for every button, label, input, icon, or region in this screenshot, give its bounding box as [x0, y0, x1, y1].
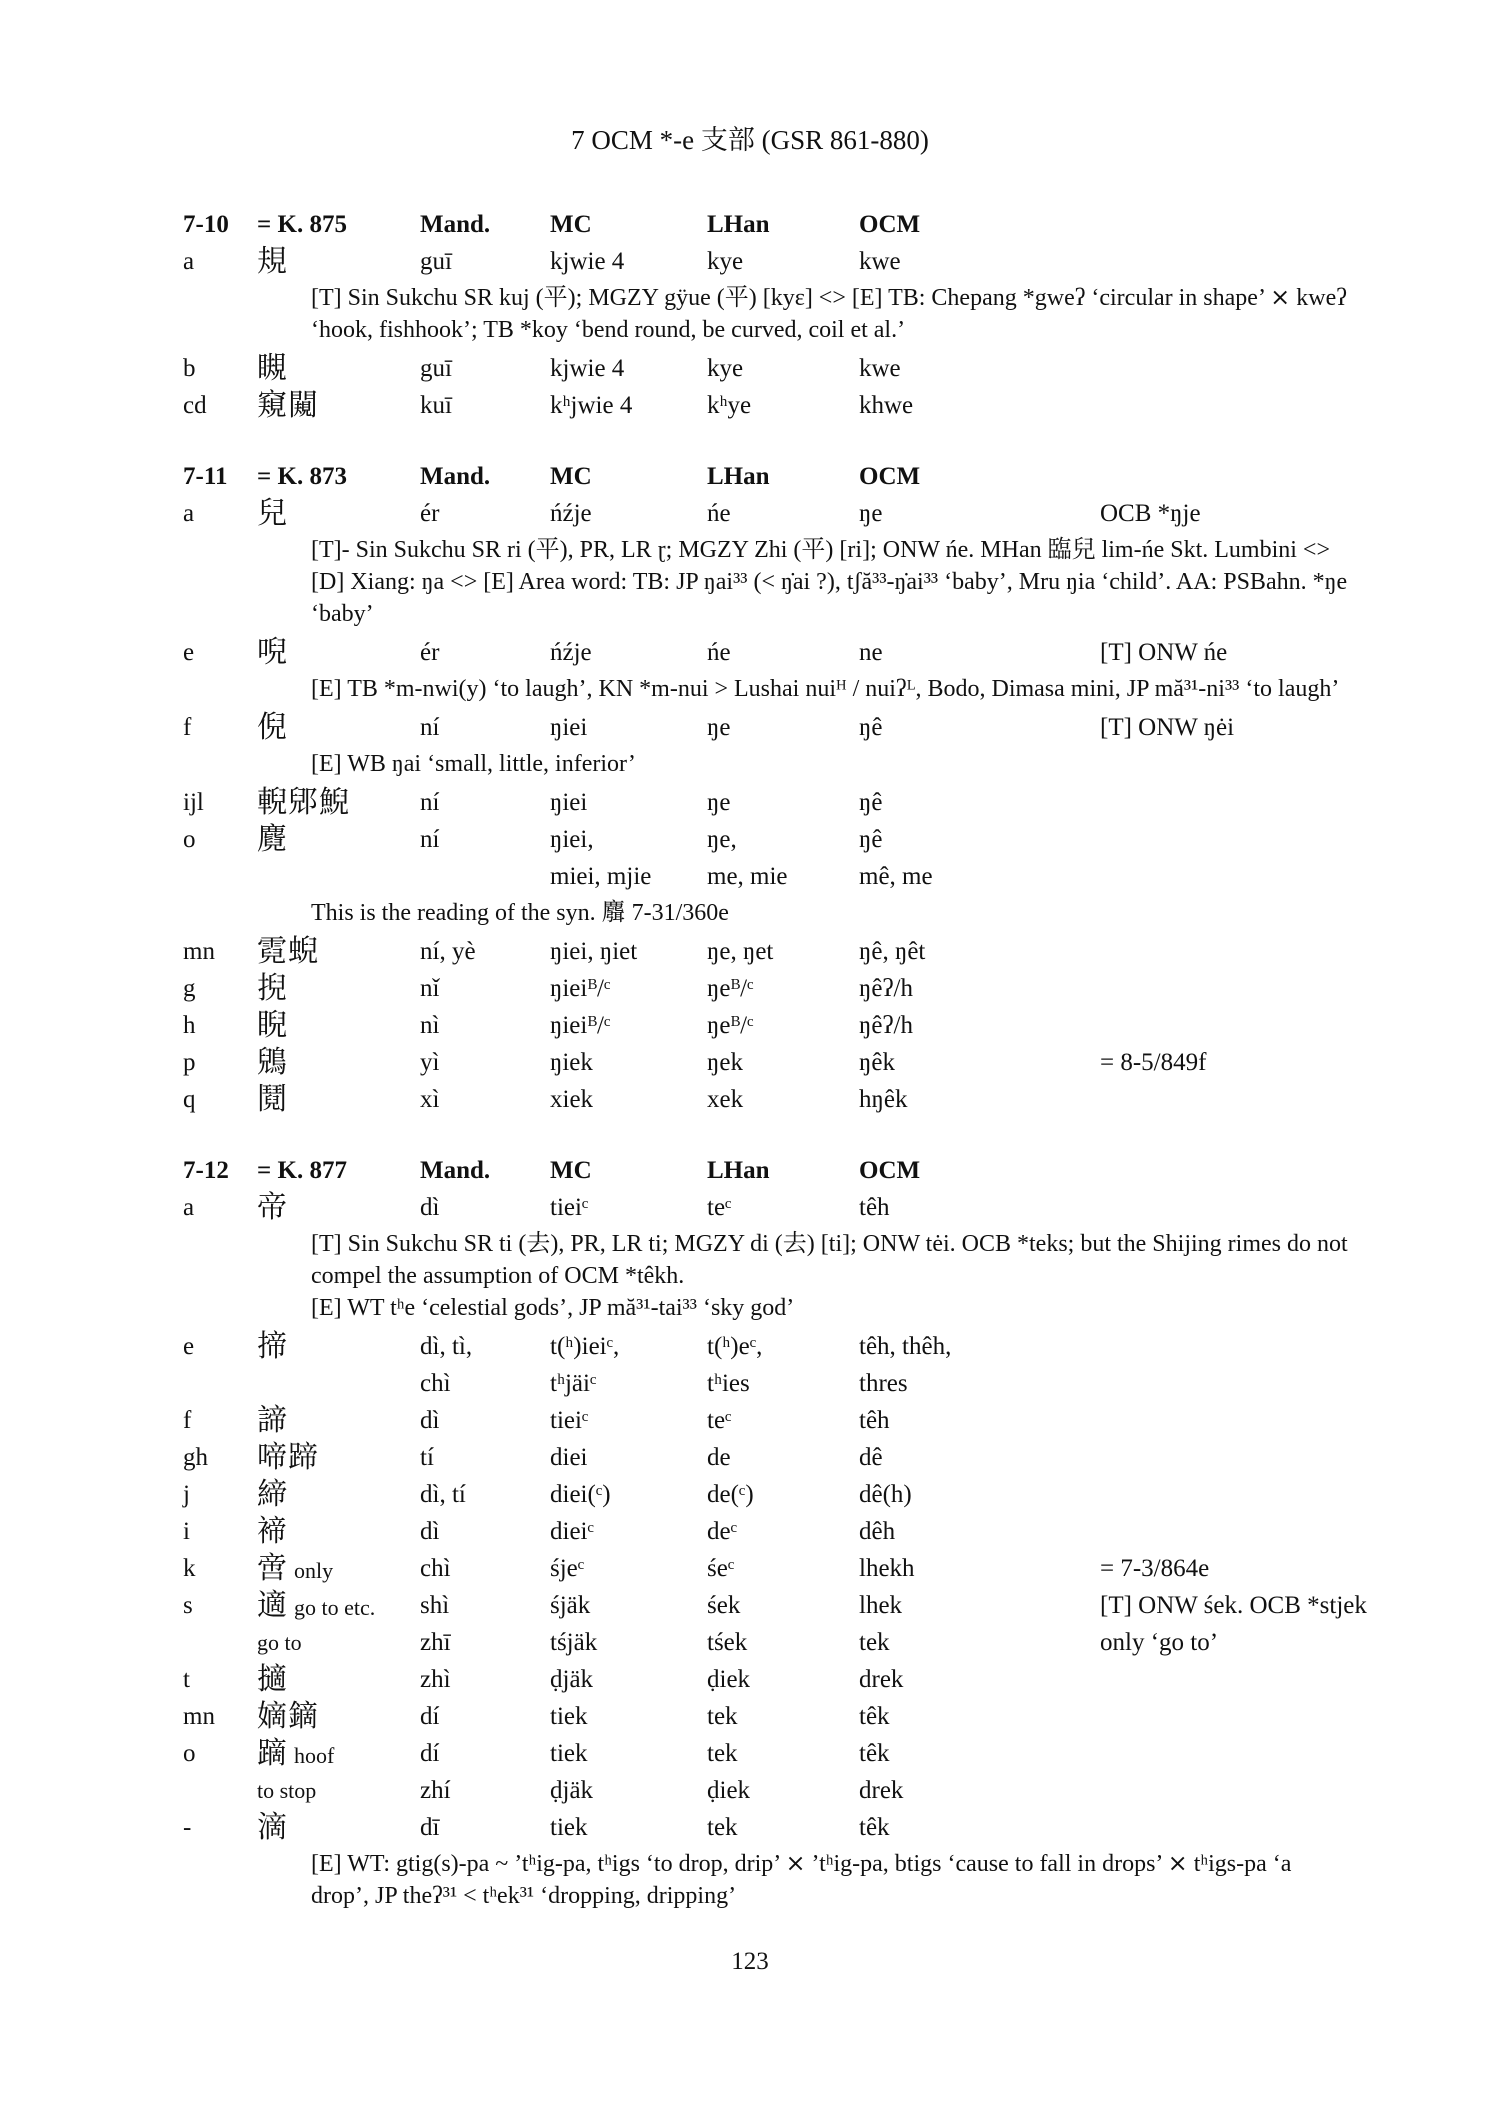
character: 蹢 [257, 1736, 288, 1771]
middle-chinese: kʰjwie 4 [550, 392, 633, 419]
column-label-mand: Mand. [420, 211, 491, 238]
old-chinese-minimal: dê(h) [859, 1481, 912, 1508]
old-chinese-minimal: hŋêk [859, 1086, 908, 1113]
character: 啻 [257, 1551, 288, 1586]
entry-key: a [183, 248, 195, 275]
mandarin: dì, tì, [420, 1333, 473, 1360]
mandarin: ér [420, 500, 440, 527]
later-han: ŋek [707, 1049, 743, 1076]
later-han: tek [707, 1703, 738, 1730]
character: 適 [257, 1588, 288, 1623]
middle-chinese: tiek [550, 1814, 588, 1841]
middle-chinese: ŋieiᴮ/ᶜ [550, 975, 611, 1002]
character: 帝 [257, 1190, 288, 1225]
character-cell [257, 1735, 334, 1774]
running-head: 7 OCM *-e 支部 (GSR 861-880) [571, 125, 929, 155]
entry-key: f [183, 1407, 192, 1434]
entry-key: mn [183, 938, 215, 965]
character-cell [257, 1044, 288, 1083]
table-row [183, 1661, 1353, 1698]
mandarin: dì [420, 1518, 440, 1545]
side-note: only ‘go to’ [1100, 1629, 1219, 1656]
table-row [183, 1809, 1353, 1846]
table-row [183, 1439, 1353, 1476]
later-han: xek [707, 1086, 744, 1113]
entry-key: e [183, 1333, 195, 1360]
later-han: ḍiek [707, 1666, 751, 1693]
character: 鬩 [257, 1082, 288, 1117]
table-row [183, 1328, 1353, 1365]
later-han: kye [707, 355, 744, 382]
character: 霓蜺 [257, 934, 319, 969]
old-chinese-minimal: thres [859, 1370, 908, 1397]
column-label-mc: MC [550, 211, 592, 238]
table-row [183, 1772, 1353, 1809]
later-han: deᶜ [707, 1518, 737, 1545]
old-chinese-minimal: têk [859, 1740, 890, 1767]
character: 睨 [257, 1008, 288, 1043]
character: 掜 [257, 971, 288, 1006]
entries-content [183, 206, 1367, 1916]
table-row [183, 1735, 1353, 1772]
note: [E] WT tʰe ‘celestial gods’, JP mă³¹-tai³³ ‘sky god’ [311, 1295, 795, 1321]
character: 唲 [257, 635, 288, 670]
table-row [183, 970, 1353, 1007]
later-han: me, mie [707, 863, 788, 890]
later-han: kʰye [707, 392, 752, 419]
table-row [183, 1081, 1353, 1118]
side-note: [T] ONW śek. OCB *stjek [1100, 1592, 1367, 1619]
entry-key: s [183, 1592, 193, 1619]
character-cell [257, 1624, 302, 1661]
mandarin: dì [420, 1194, 440, 1221]
old-chinese-minimal: tek [859, 1629, 890, 1656]
section-header [183, 206, 1353, 243]
note: [E] WB ŋai ‘small, little, inferior’ [311, 751, 636, 777]
character-cell [257, 970, 288, 1009]
later-han: ŋe, ŋet [707, 938, 774, 965]
column-label-ocm: OCM [859, 463, 921, 490]
mandarin: nǐ [420, 975, 440, 1002]
later-han: tʰies [707, 1370, 750, 1397]
old-chinese-minimal: kwe [859, 248, 901, 275]
middle-chinese: ŋiei [550, 714, 588, 741]
mandarin: chì [420, 1370, 451, 1397]
mandarin: dì [420, 1407, 440, 1434]
middle-chinese: śjeᶜ [550, 1555, 585, 1582]
entry-key: gh [183, 1444, 208, 1471]
old-chinese-minimal: ne [859, 639, 883, 666]
character: 揥 [257, 1329, 288, 1364]
table-row [183, 1365, 1353, 1402]
old-chinese-minimal: khwe [859, 392, 914, 419]
character: 擿 [257, 1662, 288, 1697]
character-cell [257, 1661, 288, 1700]
table-row [183, 1587, 1367, 1624]
table-row [183, 933, 1353, 970]
column-label-lhan: LHan [707, 463, 770, 490]
mandarin: chì [420, 1555, 451, 1582]
section-id: 7-10 [183, 211, 229, 238]
character-cell [257, 1402, 288, 1441]
mandarin: ér [420, 639, 440, 666]
mandarin: xì [420, 1086, 440, 1113]
section-id: 7-12 [183, 1157, 229, 1184]
entry-section [183, 458, 1353, 1118]
old-chinese-minimal: ŋêʔ/h [859, 1012, 914, 1039]
later-han: ŋe, [707, 826, 737, 853]
old-chinese-minimal: têk [859, 1703, 890, 1730]
table-row [183, 1624, 1353, 1661]
old-chinese-minimal: têk [859, 1814, 890, 1841]
character-cell [257, 1587, 375, 1626]
later-han: śeᶜ [707, 1555, 735, 1582]
later-han: śek [707, 1592, 741, 1619]
mandarin: dí [420, 1740, 440, 1767]
section-gap [183, 1118, 1353, 1152]
old-chinese-minimal: ŋêʔ/h [859, 975, 914, 1002]
middle-chinese: ńźje [550, 500, 592, 527]
character: 褅 [257, 1514, 288, 1549]
character-cell [257, 1081, 288, 1120]
table-row [183, 1550, 1353, 1587]
old-chinese-minimal: lhekh [859, 1555, 915, 1582]
note-block [183, 1226, 1353, 1328]
character: 滴 [257, 1810, 288, 1845]
karlgren-ref: = K. 873 [257, 463, 347, 490]
gloss: go to [257, 1630, 302, 1655]
mandarin: guī [420, 355, 452, 382]
table-row [183, 350, 1353, 387]
entry-key: p [183, 1049, 196, 1076]
mandarin: zhí [420, 1777, 451, 1804]
note-block [183, 746, 1353, 784]
later-han: t(ʰ)eᶜ, [707, 1333, 763, 1360]
note-block [183, 532, 1353, 634]
entry-key: f [183, 714, 192, 741]
middle-chinese: ŋiei [550, 789, 588, 816]
character-cell [257, 1698, 319, 1737]
middle-chinese: kjwie 4 [550, 355, 625, 382]
middle-chinese: diei [550, 1444, 588, 1471]
later-han: ńe [707, 639, 731, 666]
old-chinese-minimal: drek [859, 1666, 904, 1693]
section-header [183, 1152, 1353, 1189]
old-chinese-minimal: ŋêk [859, 1049, 895, 1076]
old-chinese-minimal: ŋe [859, 500, 883, 527]
note: [T] Sin Sukchu SR kuj (平); MGZY gÿue (平) [kyɛ] <> [E] TB: Chepang *gweʔ ‘circular in shape’ ⨯ kweʔ ‘hook, fishhook’; TB *koy ‘bend round, be curved, coil et al.’ [311, 285, 1347, 343]
old-chinese-minimal: têh, thêh, [859, 1333, 952, 1360]
table-row [183, 1476, 1353, 1513]
mandarin: zhì [420, 1666, 451, 1693]
character-cell [257, 634, 288, 673]
character-cell [257, 1550, 333, 1589]
old-chinese-minimal: dê [859, 1444, 883, 1471]
old-chinese-minimal: ŋê [859, 789, 883, 816]
middle-chinese: tieiᶜ [550, 1194, 589, 1221]
page-number: 123 [731, 1948, 769, 1975]
later-han: kye [707, 248, 744, 275]
later-han: ŋe [707, 789, 731, 816]
gloss: to stop [257, 1778, 317, 1803]
column-label-mand: Mand. [420, 463, 491, 490]
gloss: go to etc. [294, 1595, 376, 1620]
entry-key: ijl [183, 789, 204, 816]
later-han: ŋeᴮ/ᶜ [707, 1012, 754, 1039]
column-label-ocm: OCM [859, 1157, 921, 1184]
section-header [183, 458, 1353, 495]
later-han: ńe [707, 500, 731, 527]
character-cell [257, 821, 288, 860]
later-han: ŋe [707, 714, 731, 741]
side-note: [T] ONW ŋėi [1100, 714, 1235, 741]
column-label-lhan: LHan [707, 1157, 770, 1184]
note-block [183, 280, 1353, 350]
side-note: [T] ONW ńe [1100, 639, 1228, 666]
middle-chinese: xiek [550, 1086, 594, 1113]
karlgren-ref: = K. 877 [257, 1157, 347, 1184]
mandarin: ní, yè [420, 938, 476, 965]
column-label-lhan: LHan [707, 211, 770, 238]
middle-chinese: kjwie 4 [550, 248, 625, 275]
later-han: teᶜ [707, 1194, 732, 1221]
old-chinese-minimal: têh [859, 1407, 890, 1434]
later-han: tek [707, 1740, 738, 1767]
character: 諦 [257, 1403, 288, 1438]
table-row [183, 243, 1353, 280]
table-row [183, 1402, 1353, 1439]
mandarin: ní [420, 789, 440, 816]
middle-chinese: ḍjäk [550, 1777, 594, 1804]
middle-chinese: ŋiei, ŋiet [550, 938, 638, 965]
column-label-mand: Mand. [420, 1157, 491, 1184]
table-row [183, 634, 1353, 671]
mandarin: yì [420, 1049, 440, 1076]
table-row [183, 1698, 1353, 1735]
later-han: teᶜ [707, 1407, 732, 1434]
gloss: only [294, 1558, 334, 1583]
mandarin: ní [420, 826, 440, 853]
column-label-ocm: OCM [859, 211, 921, 238]
note: [E] TB *m-nwi(y) ‘to laugh’, KN *m-nui > Lushai nuiᴴ / nuiʔᴸ, Bodo, Dimasa mini, JP mă³¹-ni³³ ‘to laugh’ [311, 676, 1340, 702]
character: 規 [257, 244, 288, 279]
character-cell [257, 1772, 316, 1809]
middle-chinese: ŋieiᴮ/ᶜ [550, 1012, 611, 1039]
entry-key: i [183, 1518, 190, 1545]
note: [T]- Sin Sukchu SR ri (平), PR, LR ɽ; MGZY Zhi (平) [ri]; ONW ńe. MHan 臨兒 lim-ńe Skt. Lumbini <> [D] Xiang: ŋa <> [E] Area word: TB: JP ŋai³³ (< ŋ̇ai ?), tʃă³³-ŋ̇ai³³ ‘baby’, Mru ŋia ‘child’. AA: PSBahn. *ŋe ‘baby’ [311, 537, 1348, 627]
entry-key: - [183, 1814, 192, 1841]
note: [T] Sin Sukchu SR ti (去), PR, LR ti; MGZY di (去) [ti]; ONW tėi. OCB *teks; but the Shijing rimes do not compel the assumption of OCM *têkh. [311, 1231, 1348, 1289]
entry-key: j [183, 1481, 190, 1508]
character: 倪 [257, 710, 288, 745]
entry-key: a [183, 500, 195, 527]
column-label-mc: MC [550, 463, 592, 490]
character: 窺闚 [257, 388, 319, 423]
character: 啼蹄 [257, 1440, 319, 1475]
mandarin: dí [420, 1703, 440, 1730]
note-block [183, 895, 1353, 933]
table-row [183, 858, 1353, 895]
character-cell [257, 495, 288, 534]
later-han: de [707, 1444, 731, 1471]
middle-chinese: miei, mjie [550, 863, 652, 890]
character: 瞡 [257, 351, 288, 386]
mandarin: nì [420, 1012, 440, 1039]
middle-chinese: tʰjäiᶜ [550, 1370, 597, 1397]
mandarin: ní [420, 714, 440, 741]
note: [E] WT: gtig(s)-pa ~ ’tʰig-pa, tʰigs ‘to drop, drip’ ⨯ ’tʰig-pa, btigs ‘cause to fall in drops’ ⨯ tʰigs-pa ‘a drop’, JP theʔ³¹ < tʰek³¹ ‘dropping, dripping’ [311, 1851, 1292, 1909]
mandarin: dì, tí [420, 1481, 466, 1508]
mandarin: dī [420, 1814, 440, 1841]
character-cell [257, 350, 288, 389]
table-row [183, 495, 1353, 532]
table-row [183, 1513, 1353, 1550]
character-cell [257, 243, 288, 282]
section-id: 7-11 [183, 463, 228, 490]
middle-chinese: tśjäk [550, 1629, 598, 1656]
character-cell [257, 1809, 288, 1848]
old-chinese-minimal: ŋê [859, 714, 883, 741]
character-cell [257, 1328, 288, 1367]
table-row [183, 784, 1353, 821]
mandarin: zhī [420, 1629, 451, 1656]
middle-chinese: ḍjäk [550, 1666, 594, 1693]
character-cell [257, 1007, 288, 1046]
table-row [183, 821, 1353, 858]
old-chinese-minimal: kwe [859, 355, 901, 382]
section-gap [183, 424, 1353, 458]
old-chinese-minimal: têh [859, 1194, 890, 1221]
old-chinese-minimal: dêh [859, 1518, 896, 1545]
later-han: ḍiek [707, 1777, 751, 1804]
entry-key: a [183, 1194, 195, 1221]
note-block [183, 671, 1353, 709]
middle-chinese: dieiᶜ [550, 1518, 594, 1545]
entry-key: o [183, 826, 196, 853]
middle-chinese: tieiᶜ [550, 1407, 589, 1434]
character-cell [257, 709, 288, 748]
column-label-mc: MC [550, 1157, 592, 1184]
character-cell [257, 387, 319, 426]
character: 嫡鏑 [257, 1699, 319, 1734]
character: 麑 [257, 822, 288, 857]
entry-section [183, 1152, 1367, 1916]
note: This is the reading of the syn. 麛 7-31/360e [311, 900, 729, 926]
table-row [183, 1189, 1353, 1226]
mandarin: tí [420, 1444, 434, 1471]
later-han: ŋeᴮ/ᶜ [707, 975, 754, 1002]
old-chinese-minimal: drek [859, 1777, 904, 1804]
middle-chinese: ŋiek [550, 1049, 593, 1076]
middle-chinese: śjäk [550, 1592, 591, 1619]
entry-key: g [183, 975, 196, 1002]
karlgren-ref: = K. 875 [257, 211, 347, 238]
table-row [183, 709, 1353, 746]
mandarin: guī [420, 248, 452, 275]
character: 締 [257, 1477, 288, 1512]
table-row [183, 387, 1353, 424]
gloss: hoof [294, 1743, 335, 1768]
middle-chinese: tiek [550, 1703, 588, 1730]
entry-key: e [183, 639, 195, 666]
character-cell [257, 784, 350, 823]
later-han: tek [707, 1814, 738, 1841]
character-cell [257, 1189, 288, 1228]
old-chinese-minimal: ŋê [859, 826, 883, 853]
entry-key: o [183, 1740, 196, 1767]
side-note: = 7-3/864e [1100, 1555, 1210, 1582]
old-chinese-minimal: mê, me [859, 863, 933, 890]
middle-chinese: t(ʰ)ieiᶜ, [550, 1333, 620, 1360]
character: 兒 [257, 496, 288, 531]
middle-chinese: tiek [550, 1740, 588, 1767]
middle-chinese: diei(ᶜ) [550, 1481, 611, 1508]
entry-key: b [183, 355, 196, 382]
table-row [183, 1007, 1353, 1044]
mandarin: kuī [420, 392, 452, 419]
middle-chinese: ŋiei, [550, 826, 594, 853]
character-cell [257, 1476, 288, 1515]
entry-section [183, 206, 1353, 424]
old-chinese-minimal: lhek [859, 1592, 903, 1619]
character-cell [257, 1439, 319, 1478]
later-han: de(ᶜ) [707, 1481, 754, 1508]
character-cell [257, 1513, 288, 1552]
later-han: tśek [707, 1629, 748, 1656]
note-block [183, 1846, 1353, 1916]
entry-key: cd [183, 392, 207, 419]
entry-key: t [183, 1666, 190, 1693]
side-note: OCB *ŋje [1100, 500, 1201, 527]
table-row [183, 1044, 1353, 1081]
character: 輗郳鯢 [257, 785, 350, 820]
character-cell [257, 933, 319, 972]
middle-chinese: ńźje [550, 639, 592, 666]
entry-key: h [183, 1012, 196, 1039]
entry-key: mn [183, 1703, 215, 1730]
old-chinese-minimal: ŋê, ŋêt [859, 938, 926, 965]
side-note: = 8-5/849f [1100, 1049, 1207, 1076]
character: 鶂 [257, 1045, 288, 1080]
entry-key: q [183, 1086, 196, 1113]
mandarin: shì [420, 1592, 450, 1619]
entry-key: k [183, 1555, 196, 1582]
